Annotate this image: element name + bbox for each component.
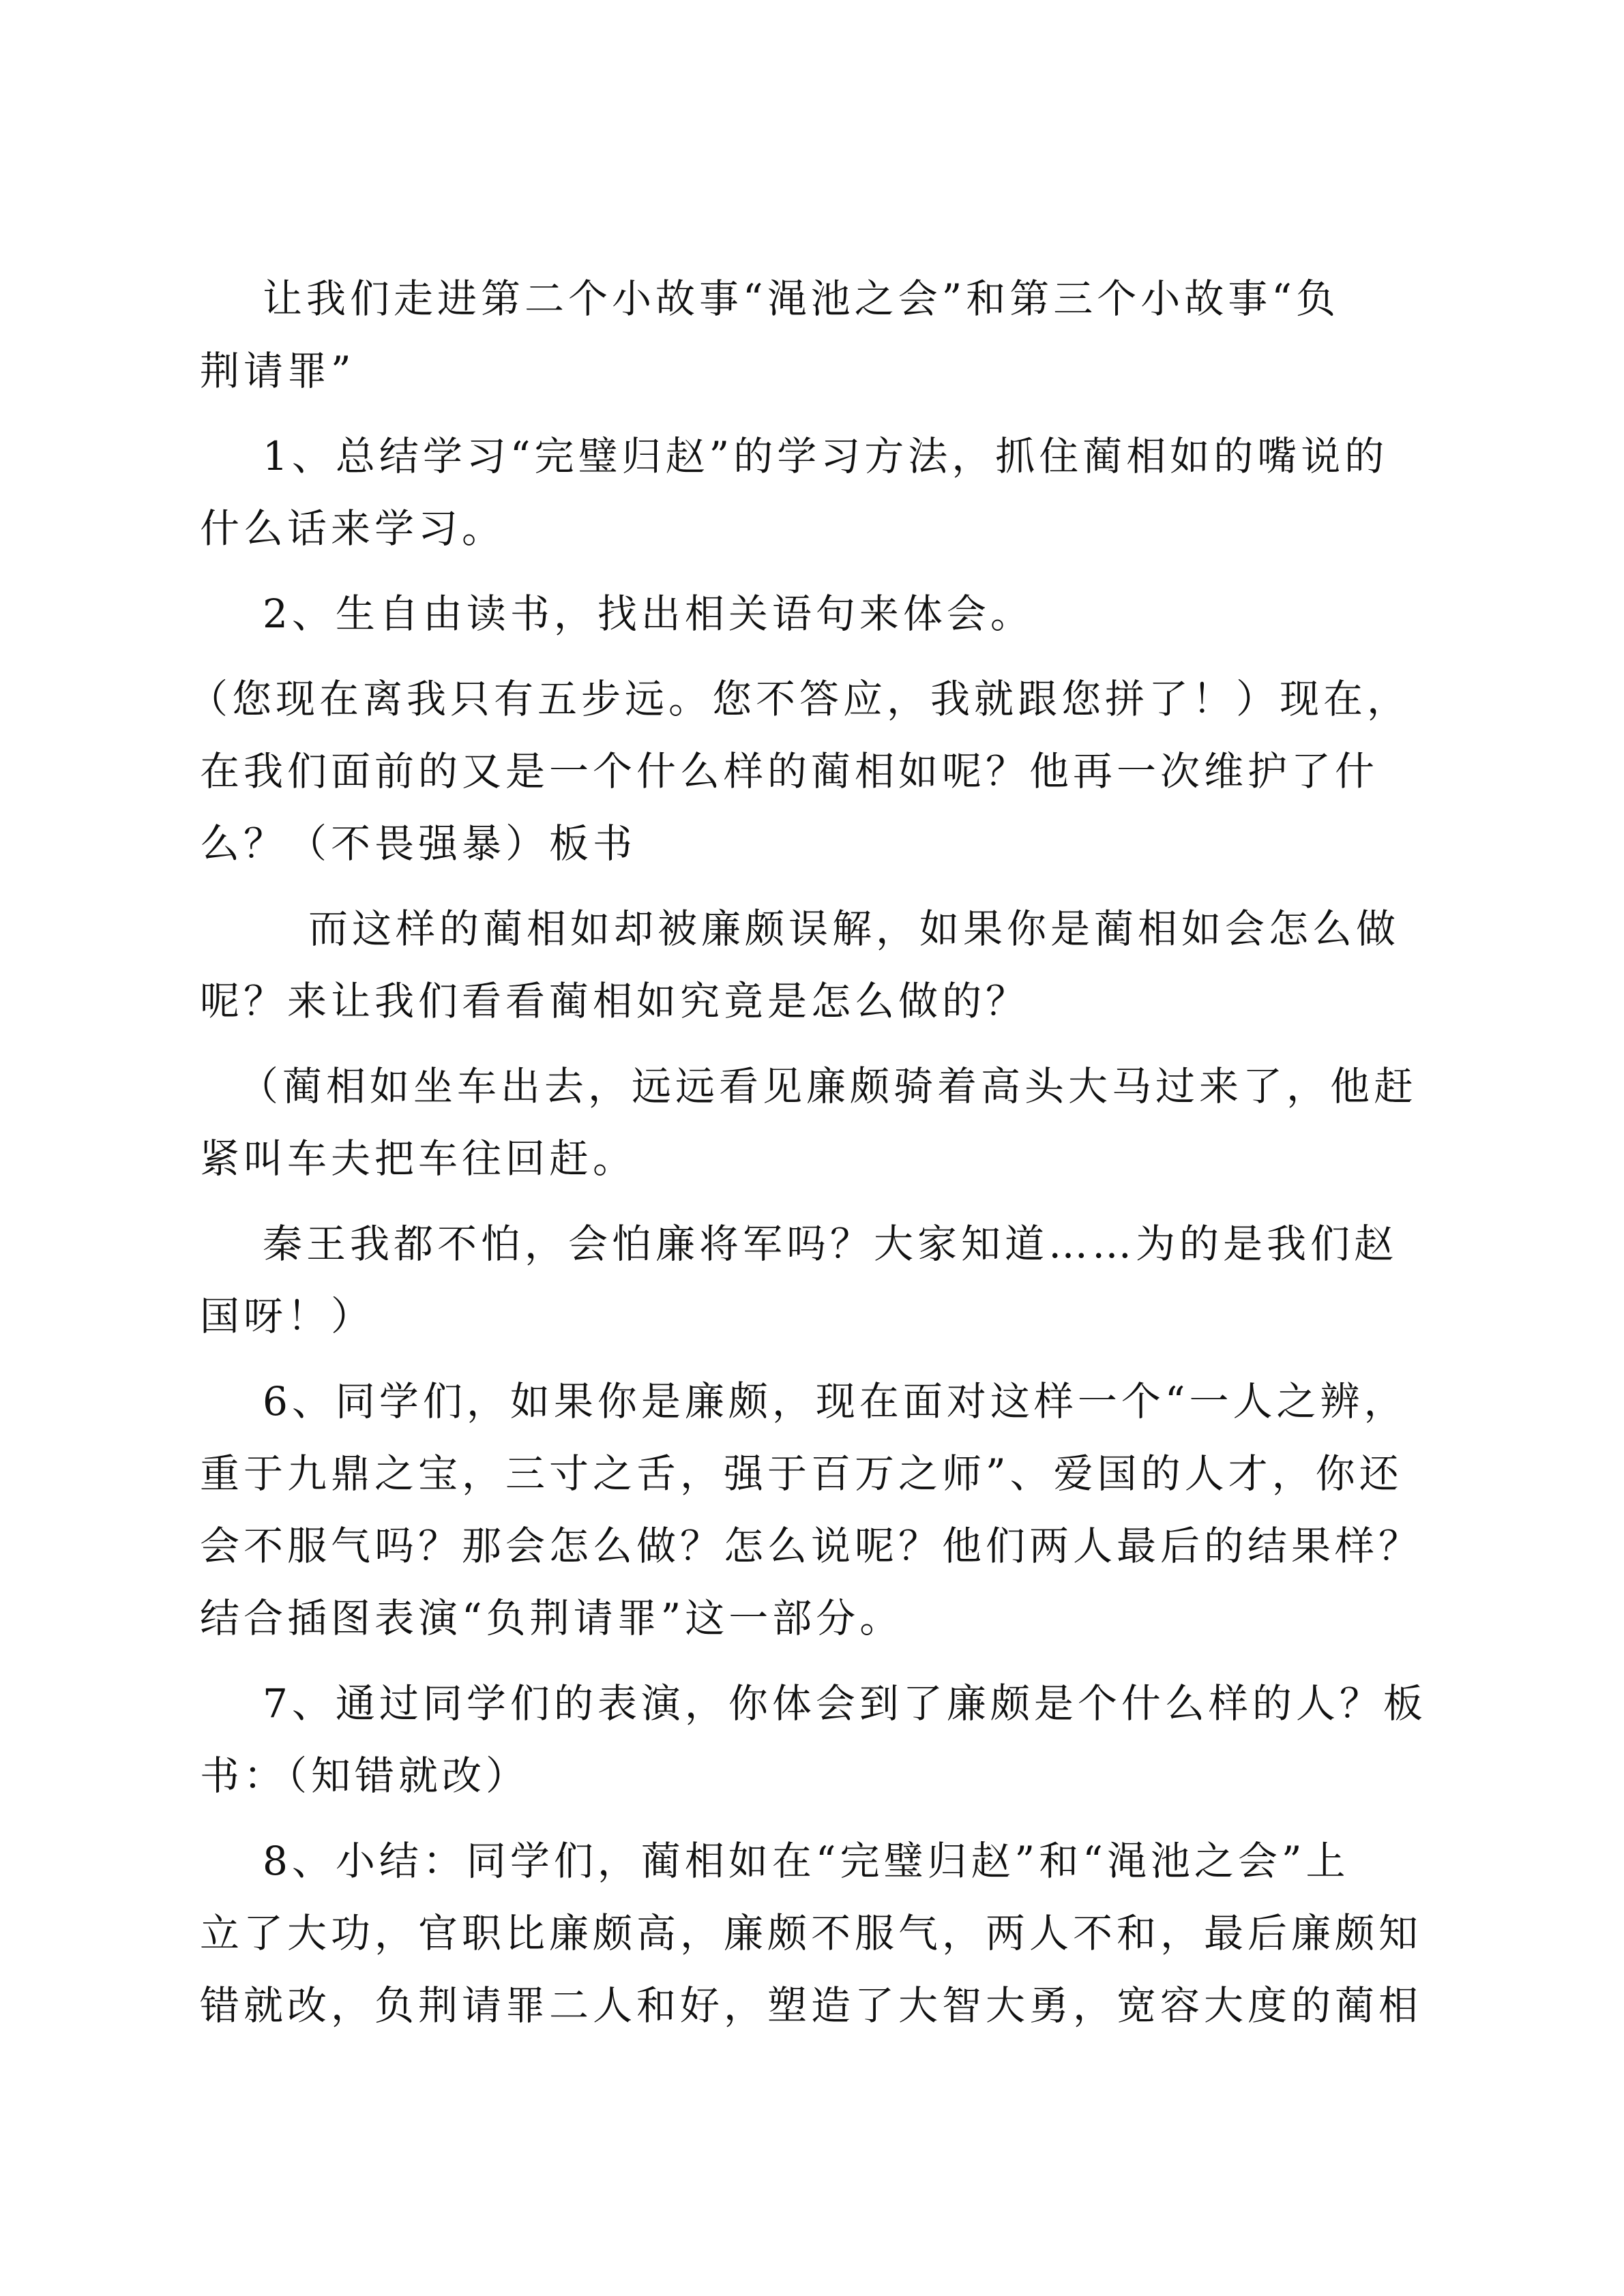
text-line: 错就改，负荆请罪二人和好，塑造了大智大勇，宽容大度的蔺相 — [200, 1982, 1423, 2029]
text-line: 什么话来学习。 — [200, 505, 506, 552]
text-line: 重于九鼎之宝，三寸之舌，强于百万之师”、爱国的人才，你还 — [200, 1450, 1403, 1497]
text-line: 8、小结：同学们，蔺相如在“完璧归赵”和“渑池之会”上 — [263, 1838, 1350, 1884]
text-line: 书：（知错就改） — [200, 1753, 530, 1799]
text-line: 1、总结学习“完璧归赵”的学习方法，抓住蔺相如的嘴说的 — [263, 433, 1389, 479]
text-line: 紧叫车夫把车往回赶。 — [200, 1135, 637, 1182]
text-line: 立了大功，官职比廉颇高，廉颇不服气，两人不和，最后廉颇知 — [200, 1910, 1423, 1956]
text-line: （您现在离我只有五步远。您不答应，我就跟您拼了！）现在， — [188, 676, 1411, 722]
text-line: （蔺相如坐车出去，远远看见廉颇骑着高头大马过来了，他赶 — [239, 1063, 1418, 1109]
text-line: 秦王我都不怕，会怕廉将军吗？大家知道……为的是我们赵 — [263, 1221, 1398, 1267]
text-line: 荆请罪” — [200, 348, 355, 394]
text-line: 在我们面前的又是一个什么样的蔺相如呢？他再一次维护了什 — [200, 748, 1379, 794]
text-line: 让我们走进第二个小故事“渑池之会”和第三个小故事“负 — [263, 275, 1340, 322]
text-line: 国呀！） — [200, 1293, 375, 1339]
text-line: 呢？来让我们看看蔺相如究竟是怎么做的？ — [200, 978, 1030, 1024]
text-line: 6、同学们，如果你是廉颇，现在面对这样一个“一人之辨， — [263, 1378, 1408, 1425]
text-line: 么？（不畏强暴）板书 — [200, 820, 637, 867]
text-line: 会不服气吗？那会怎么做？怎么说呢？他们两人最后的结果样？ — [200, 1523, 1423, 1569]
text-line: 而这样的蔺相如却被廉颇误解，如果你是蔺相如会怎么做 — [308, 906, 1400, 952]
text-line: 结合插图表演“负荆请罪”这一部分。 — [200, 1595, 904, 1641]
text-line: 7、通过同学们的表演，你体会到了廉颇是个什么样的人？板 — [263, 1680, 1427, 1727]
text-line: 2、生自由读书，找出相关语句来体会。 — [263, 591, 1034, 637]
